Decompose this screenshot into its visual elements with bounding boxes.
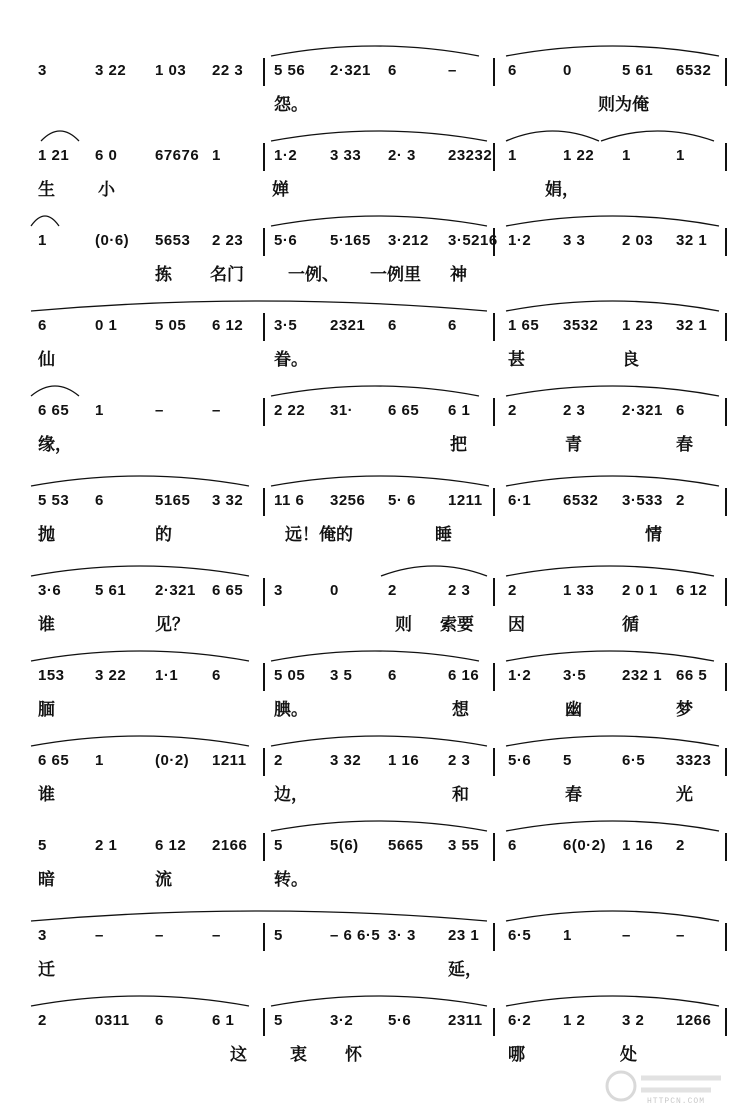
note-group: 232 1 [622,667,663,684]
note-group: 6 12 [155,837,187,854]
note-group: – [212,402,221,419]
score-system [0,125,751,211]
slur-mark [270,645,480,663]
note-group: 6·1 [508,492,532,509]
note-group: 0 1 [95,317,118,334]
note-group: 2 23 [212,232,244,249]
note-group: 3 55 [448,837,480,854]
note-group: 6 [388,62,397,79]
note-group: 2·321 [330,62,371,79]
note-group: 3·533 [622,492,663,509]
lyric-text: 拣 [155,265,172,285]
lyric-text: 腼 [38,700,55,720]
note-group: 6 65 [388,402,420,419]
lyric-text: 衷 [290,1045,307,1065]
note-group: 6 [388,667,397,684]
note-group: 6 1 [448,402,471,419]
barline [263,313,265,341]
lyric-text: 仙 [38,350,55,370]
lyric-text: 远！俺的 [285,525,353,545]
slur-mark [505,560,715,578]
note-group: 3 32 [212,492,244,509]
note-group: 6 65 [38,752,70,769]
slur-mark [30,905,488,923]
score-system [0,380,751,466]
note-group: 1·2 [274,147,298,164]
barline [263,923,265,951]
lyric-text: 情 [645,525,662,545]
note-group: (0·6) [95,232,130,249]
note-group: 1 65 [508,317,540,334]
note-group: 5165 [155,492,191,509]
slur-mark [505,645,715,663]
note-group: 1 16 [388,752,420,769]
note-group: 6·5 [508,927,532,944]
note-group: 3 [38,62,47,79]
watermark-text: HTTPCN.COM [646,1097,705,1106]
lyric-text: 处 [620,1045,637,1065]
lyric-text: 边， [274,785,308,805]
note-group: 5653 [155,232,191,249]
slur-mark [505,730,720,748]
barline [263,748,265,776]
note-group: 1 03 [155,62,187,79]
note-group: 6532 [563,492,599,509]
note-group: 2 3 [448,752,471,769]
lyric-text: 想 [452,700,469,720]
note-group: 2321 [330,317,366,334]
note-group: – [95,927,104,944]
barline [263,833,265,861]
note-group: 5 61 [95,582,127,599]
lyric-text: 婵 [272,180,289,200]
lyric-text: 生 [38,180,55,200]
note-group: 5 05 [274,667,306,684]
lyric-text: 神 [450,265,467,285]
lyric-text: 谁 [38,615,55,635]
slur-mark [30,295,488,313]
note-group: 2 [676,492,685,509]
note-group: 6 [448,317,457,334]
note-group: 6 [38,317,47,334]
note-group: 3 5 [330,667,353,684]
note-group: 2311 [448,1012,483,1029]
note-group: 3 22 [95,667,127,684]
lyric-text: 春 [676,435,693,455]
note-group: 3· 3 [388,927,416,944]
slur-mark [30,210,60,228]
note-group: 6 16 [448,667,480,684]
note-group: 1266 [676,1012,712,1029]
note-group: 3·5 [563,667,587,684]
barline [493,1008,495,1036]
barline [725,748,727,776]
slur-mark [30,730,250,748]
note-group: 6·2 [508,1012,532,1029]
slur-mark [30,560,250,578]
lyric-text: 循 [622,615,639,635]
note-group: – [676,927,685,944]
barline [725,398,727,426]
note-group: 1 [622,147,631,164]
lyric-text: 娟， [545,180,579,200]
note-group: 23232 [448,147,493,164]
note-group: 5 61 [622,62,654,79]
lyric-text: 怨。 [274,95,308,115]
note-group: 153 [38,667,65,684]
score-system [0,40,751,126]
lyric-text: 良 [622,350,639,370]
lyric-text: 幽 [565,700,582,720]
note-group: 3532 [563,317,599,334]
slur-mark [505,125,600,143]
lyric-text: 流 [155,870,172,890]
note-group: 6 65 [212,582,244,599]
lyric-text: 索要 [440,615,474,635]
note-group: 6 12 [212,317,244,334]
note-group: 2 [508,402,517,419]
note-group: – 6 6·5 [330,927,381,944]
score-system [0,295,751,381]
note-group: 5665 [388,837,424,854]
note-group: 5 [274,1012,283,1029]
note-group: 5(6) [330,837,359,854]
barline [493,398,495,426]
slur-mark [270,380,480,398]
note-group: 5 53 [38,492,70,509]
note-group: 6 [508,837,517,854]
note-group: 66 5 [676,667,708,684]
lyric-text: 抛 [38,525,55,545]
lyric-text: 一例、 [288,265,339,285]
note-group: 11 6 [274,492,305,509]
slur-mark [505,295,720,313]
lyric-text: 名门 [210,265,244,285]
barline [725,1008,727,1036]
note-group: 1 [676,147,685,164]
note-group: 5·6 [508,752,532,769]
barline [493,488,495,516]
lyric-text: 的 [155,525,172,545]
note-group: 2 [274,752,283,769]
note-group: 2 [388,582,397,599]
lyric-text: 见？ [155,615,189,635]
slur-mark [270,815,488,833]
note-group: 6 65 [38,402,70,419]
note-group: 3 2 [622,1012,645,1029]
note-group: 2· 3 [388,147,416,164]
note-group: 1 [95,752,104,769]
barline [263,228,265,256]
note-group: 2 [676,837,685,854]
score-system [0,815,751,901]
lyric-text: 迁 [38,960,55,980]
lyric-text: 把 [450,435,467,455]
note-group: 31· [330,402,354,419]
barline [725,58,727,86]
note-group: 1 [508,147,517,164]
lyric-text: 光 [676,785,693,805]
slur-mark [505,380,720,398]
note-group: 3·212 [388,232,429,249]
slur-mark [270,125,488,143]
note-group: 5 [274,837,283,854]
slur-mark [40,125,80,143]
note-group: 1 [95,402,104,419]
lyric-text: 睡 [435,525,452,545]
note-group: 6(0·2) [563,837,607,854]
note-group: 1 23 [622,317,654,334]
note-group: 0 [330,582,339,599]
barline [725,663,727,691]
slur-mark [505,990,720,1008]
score-system [0,210,751,296]
lyric-text: 腆。 [274,700,308,720]
barline [493,313,495,341]
barline [725,923,727,951]
note-group: 3323 [676,752,712,769]
note-group: 3 33 [330,147,362,164]
slur-mark [270,990,488,1008]
slur-mark [270,210,488,228]
lyric-text: 甚 [508,350,525,370]
note-group: 1·1 [155,667,179,684]
note-group: 2 3 [563,402,586,419]
lyric-text: 转。 [274,870,308,890]
note-group: 3 [38,927,47,944]
note-group: 6 [388,317,397,334]
barline [493,578,495,606]
note-group: 6 12 [676,582,708,599]
note-group: 23 1 [448,927,480,944]
slur-mark [380,560,488,578]
lyric-text: 小 [98,180,115,200]
note-group: 2 22 [274,402,306,419]
note-group: 5 [563,752,572,769]
note-group: 1 [563,927,572,944]
note-group: – [212,927,221,944]
lyric-text: 一例里 [370,265,421,285]
note-group: 5·165 [330,232,371,249]
lyric-text: 眷。 [274,350,308,370]
note-group: 1 [212,147,221,164]
slur-mark [505,40,720,58]
note-group: 1 33 [563,582,595,599]
barline [725,488,727,516]
barline [725,833,727,861]
note-group: 1211 [212,752,247,769]
slur-mark [505,470,720,488]
barline [263,143,265,171]
lyric-text: 则为俺 [598,95,649,115]
note-group: 2166 [212,837,248,854]
lyric-text: 则 [395,615,412,635]
note-group: 5 [274,927,283,944]
note-group: 5 [38,837,47,854]
note-group: 1 [38,232,47,249]
note-group: 0311 [95,1012,130,1029]
note-group: 6 [212,667,221,684]
note-group: 3 22 [95,62,127,79]
slur-mark [30,645,250,663]
score-system [0,560,751,646]
score-system [0,990,751,1076]
score-system [0,645,751,731]
slur-mark [30,380,80,398]
note-group: – [448,62,457,79]
note-group: 2 3 [448,582,471,599]
watermark-logo [601,1066,731,1108]
barline [493,143,495,171]
lyric-text: 暗 [38,870,55,890]
note-group: 0 [563,62,572,79]
note-group: 6 1 [212,1012,235,1029]
note-group: 2 [38,1012,47,1029]
note-group: 1 2 [563,1012,586,1029]
barline [263,663,265,691]
note-group: 2·321 [155,582,196,599]
note-group: 3 32 [330,752,362,769]
note-group: 3256 [330,492,366,509]
note-group: 2 [508,582,517,599]
slur-mark [505,905,720,923]
barline [493,663,495,691]
note-group: 3 [274,582,283,599]
note-group: 5·6 [274,232,298,249]
note-group: 1211 [448,492,483,509]
note-group: 1 22 [563,147,595,164]
note-group: 1 16 [622,837,654,854]
note-group: 32 1 [676,232,708,249]
barline [493,58,495,86]
note-group: 3·6 [38,582,62,599]
lyric-text: 延， [448,960,482,980]
note-group: 6 [95,492,104,509]
slur-mark [270,470,490,488]
slur-mark [505,815,720,833]
score-system [0,470,751,556]
lyric-text: 怀 [345,1045,362,1065]
note-group: 6 [676,402,685,419]
lyric-text: 春 [565,785,582,805]
barline [725,313,727,341]
lyric-text: 梦 [676,700,693,720]
barline [493,923,495,951]
lyric-text: 缘， [38,435,72,455]
note-group: 2 0 1 [622,582,658,599]
note-group: 1·2 [508,232,532,249]
note-group: 6 [155,1012,164,1029]
barline [725,228,727,256]
note-group: 3·5 [274,317,298,334]
note-group: 5 05 [155,317,187,334]
note-group: 22 3 [212,62,244,79]
note-group: 1 21 [38,147,70,164]
slur-mark [600,125,715,143]
note-group: 5 56 [274,62,306,79]
slur-mark [270,730,488,748]
slur-mark [505,210,720,228]
lyric-text: 谁 [38,785,55,805]
note-group: – [155,927,164,944]
note-group: – [155,402,164,419]
barline [263,578,265,606]
barline [263,488,265,516]
barline [263,398,265,426]
score-system [0,730,751,816]
barline [725,578,727,606]
note-group: 2 03 [622,232,654,249]
note-group: 6 0 [95,147,118,164]
note-group: 3 3 [563,232,586,249]
lyric-text: 因 [508,615,525,635]
note-group: 67676 [155,147,200,164]
barline [725,143,727,171]
lyric-text: 这 [230,1045,247,1065]
note-group: 5·6 [388,1012,412,1029]
lyric-text: 和 [452,785,469,805]
slur-mark [30,470,250,488]
note-group: 2 1 [95,837,118,854]
note-group: 5· 6 [388,492,416,509]
note-group: (0·2) [155,752,190,769]
slur-mark [30,990,250,1008]
barline [493,833,495,861]
barline [263,58,265,86]
barline [493,748,495,776]
note-group: 32 1 [676,317,708,334]
note-group: 3·2 [330,1012,354,1029]
note-group: – [622,927,631,944]
note-group: 6 [508,62,517,79]
lyric-text: 哪 [508,1045,525,1065]
note-group: 6·5 [622,752,646,769]
note-group: 1·2 [508,667,532,684]
slur-mark [270,40,480,58]
score-system [0,905,751,991]
note-group: 3·5216 [448,232,498,249]
note-group: 6532 [676,62,712,79]
note-group: 2·321 [622,402,663,419]
barline [263,1008,265,1036]
lyric-text: 青 [565,435,582,455]
